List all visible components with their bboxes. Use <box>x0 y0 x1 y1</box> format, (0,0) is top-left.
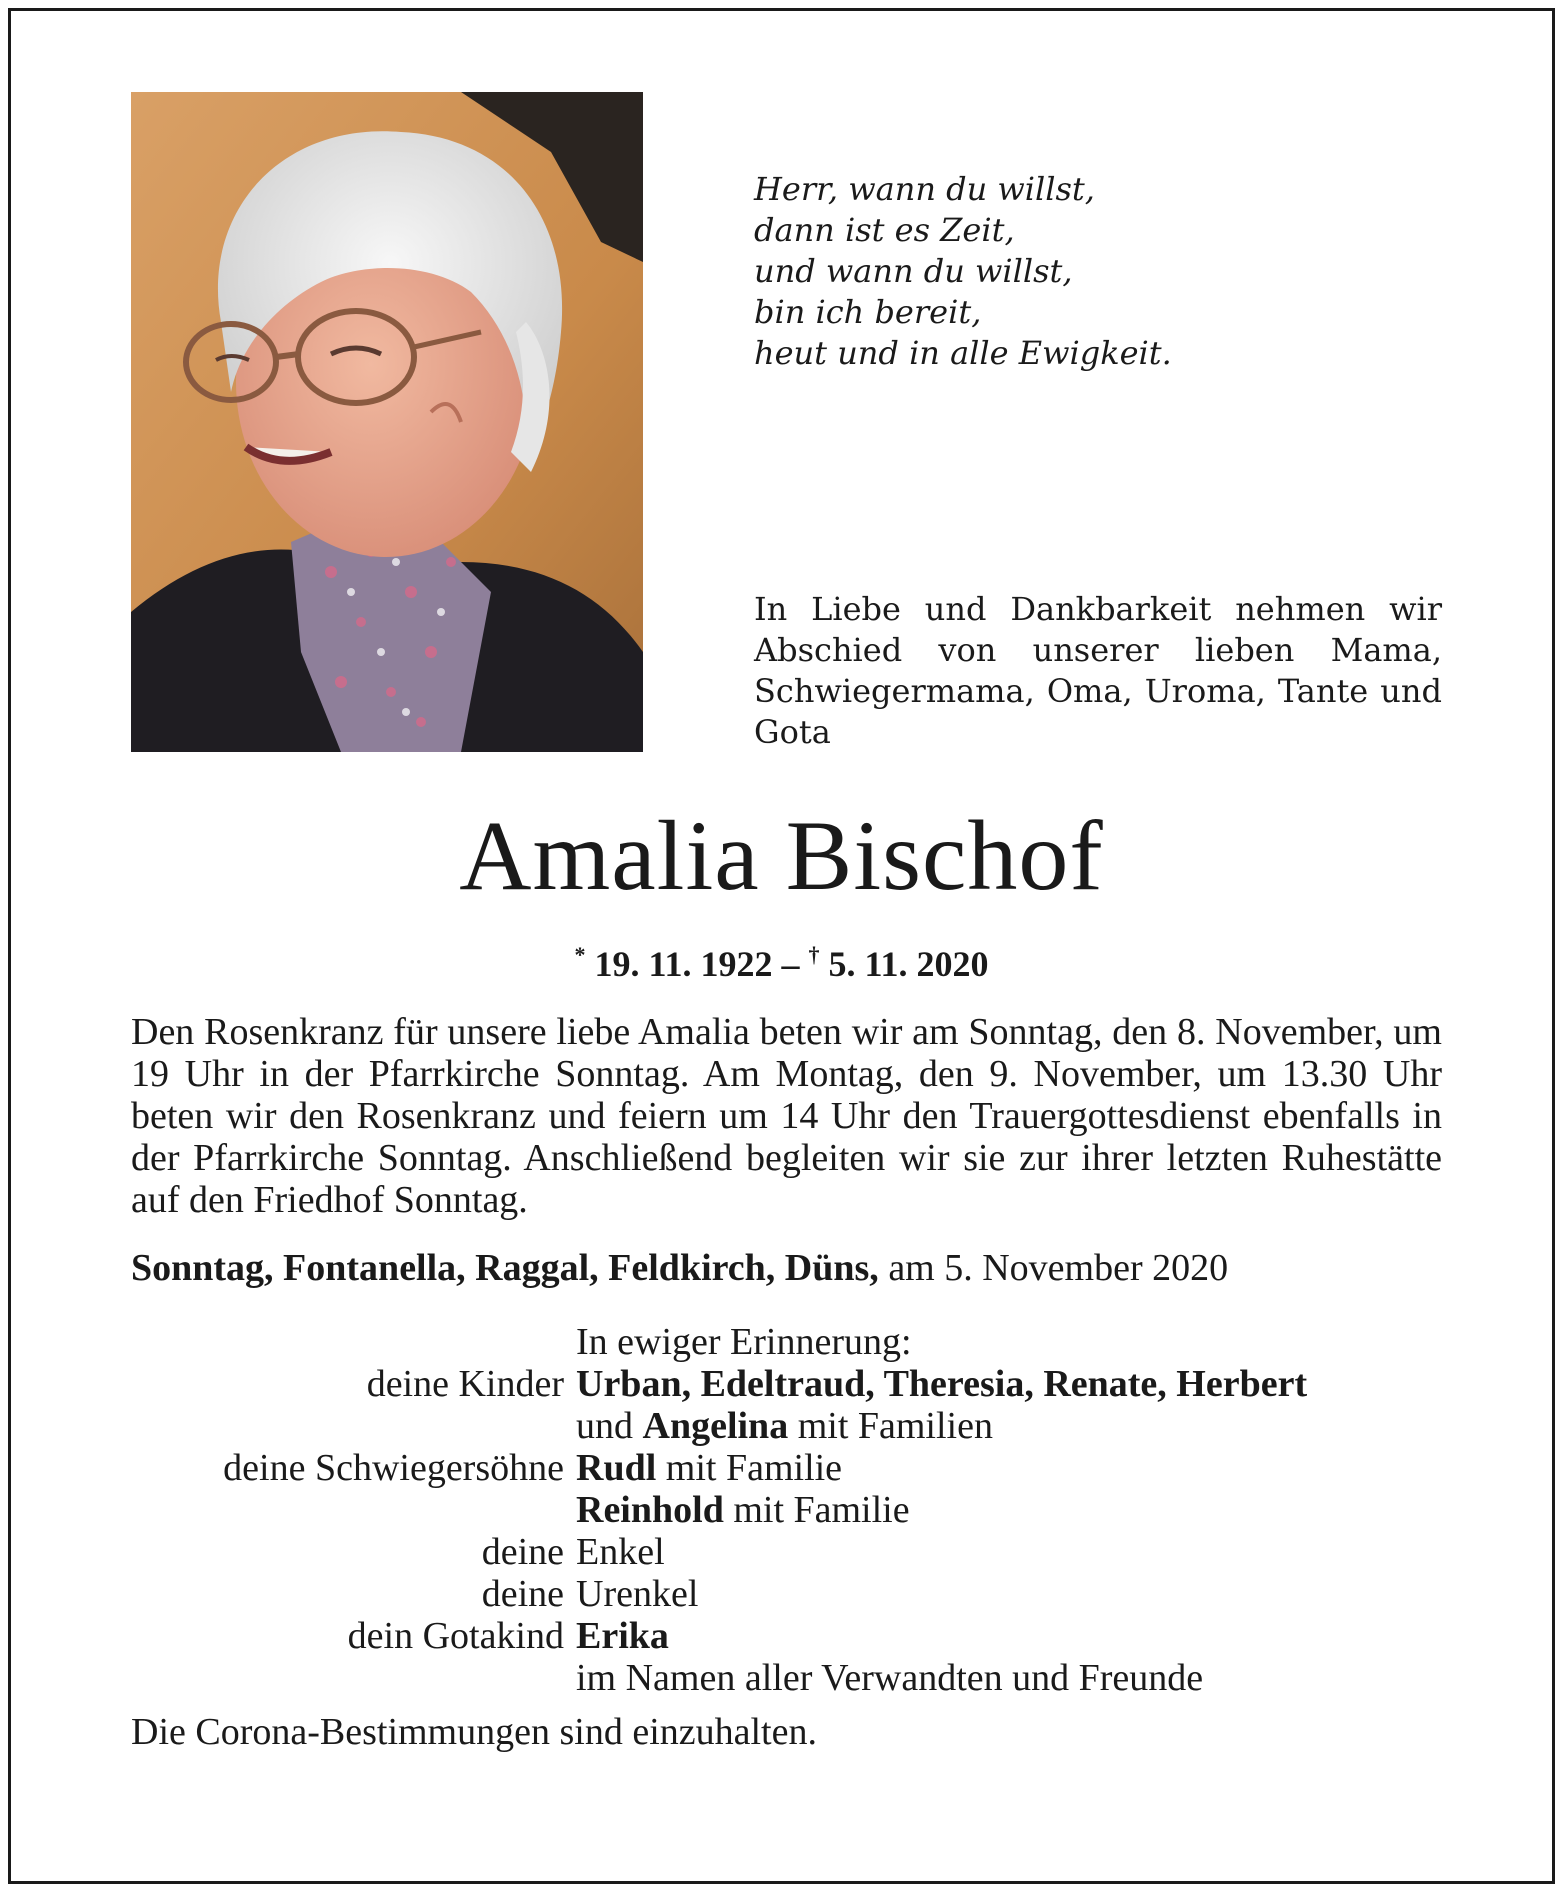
sonsinlaw-2-suffix: mit Familie <box>723 1489 910 1531</box>
places: Sonntag, Fontanella, Raggal, Feldkirch, Düns, <box>131 1247 879 1289</box>
deceased-name: Amalia Bischof <box>459 800 1104 911</box>
life-dates <box>11 933 1552 986</box>
poem <box>754 169 1454 374</box>
children-row <box>131 1363 1451 1405</box>
poem-line: heut und in alle Ewigkeit. <box>754 334 1172 372</box>
godchild-row <box>131 1615 1451 1657</box>
sonsinlaw-1-suffix: mit Familie <box>656 1447 843 1489</box>
closing-row <box>131 1657 1451 1699</box>
sonsinlaw-label: deine Schwiegersöhne <box>223 1447 564 1489</box>
death-date: 5. 11. 2020 <box>828 944 989 984</box>
poem-line: dann ist es Zeit, <box>754 211 1015 249</box>
obituary-page <box>8 8 1555 1884</box>
closing-text: im Namen aller Verwandten und Freunde <box>576 1657 1204 1699</box>
sonsinlaw-row <box>131 1447 1451 1489</box>
children-names: Urban, Edeltraud, Theresia, Renate, Herbert <box>576 1363 1308 1405</box>
children-label: deine Kinder <box>366 1363 564 1405</box>
date-separator: – <box>772 944 809 984</box>
death-symbol: † <box>808 942 820 967</box>
poem-line: und wann du willst, <box>754 252 1073 290</box>
children-suffix: mit Familien <box>788 1405 993 1447</box>
portrait-photo <box>131 92 643 752</box>
children-row-2 <box>131 1405 1451 1447</box>
children-and: und <box>576 1405 643 1447</box>
greatgrand-label: deine <box>481 1573 564 1615</box>
grandchildren-label: deine <box>481 1531 564 1573</box>
children-last: Angelina <box>642 1405 789 1447</box>
sonsinlaw-2: Reinhold <box>576 1489 724 1531</box>
godchild-label: dein Gotakind <box>347 1615 564 1657</box>
birth-symbol: * <box>574 942 586 967</box>
announcement-date: am 5. November 2020 <box>878 1247 1229 1289</box>
family-heading-row <box>131 1321 1451 1363</box>
greatgrand-row <box>131 1573 1451 1615</box>
intro-text: In Liebe und Dankbarkeit nehmen wir Abschied von unserer lieben Mama, Schwiegermama, Oma, Uroma, Tante und Gota <box>754 590 1442 751</box>
godchild: Erika <box>576 1615 669 1657</box>
service-details: Den Rosenkranz für unsere liebe Amalia beten wir am Sonntag, den 8. November, um 19 Uhr in der Pfarrkirche Sonntag. Am Montag, den 9. November, um 13.30 Uhr beten wir den Rosenkranz und feiern um 14 Uhr den Trauergottesdienst ebenfalls in der Pfarrkirche Sonntag. Anschließend begleiten wir sie zur ihrer letzten Ruhestätte auf den Friedhof Sonntag. <box>131 1011 1442 1221</box>
grandchildren: Enkel <box>576 1531 665 1573</box>
family-list <box>131 1321 1451 1699</box>
grandchildren-row <box>131 1531 1451 1573</box>
family-heading: In ewiger Erinnerung: <box>576 1321 912 1363</box>
corona-notice: Die Corona-Bestimmungen sind einzuhalten. <box>131 1711 817 1753</box>
place-date-line <box>131 1247 1451 1289</box>
birth-date: 19. 11. 1922 <box>594 944 773 984</box>
portrait-illustration <box>131 92 643 752</box>
sonsinlaw-row-2 <box>131 1489 1451 1531</box>
greatgrandchildren: Urenkel <box>576 1573 699 1615</box>
sonsinlaw-1: Rudl <box>576 1447 657 1489</box>
poem-line: bin ich bereit, <box>754 293 982 331</box>
poem-line: Herr, wann du willst, <box>754 170 1095 208</box>
